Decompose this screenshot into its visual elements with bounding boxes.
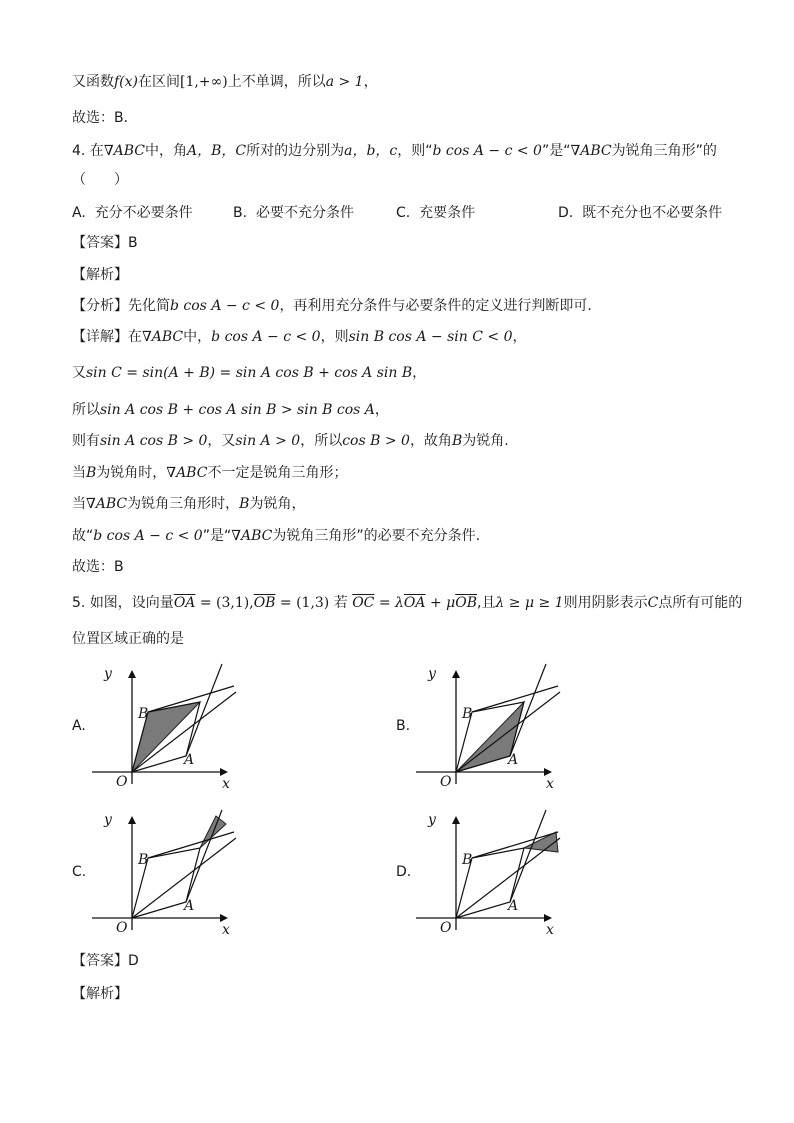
- analysis-4-ineq: 所以sin A cos B + cos A sin B > sin B cos A，: [72, 402, 389, 418]
- point-b-label: B: [138, 706, 149, 722]
- x-axis-arrow: [220, 768, 228, 776]
- origin-label: O: [116, 920, 128, 936]
- y-axis-label: y: [104, 812, 112, 828]
- analysis-4-summary: 【分析】先化简b cos A − c < 0，再利用充分条件与必要条件的定义进行判断即可.: [72, 298, 592, 314]
- point-b-label: B: [462, 852, 473, 868]
- line-bp-extended: [148, 832, 234, 858]
- analysis-4-case1: 当B为锐角时，∇ABC不一定是锐角三角形；: [72, 465, 348, 481]
- question-4-paren: （ ）: [72, 172, 128, 188]
- question-4: 4. 在∇ABC中，角A，B，C所对的边分别为a，b，c，则“b cos A − c < 0”是“∇ABC为锐角三角形”的: [72, 143, 717, 159]
- point-a-label: A: [184, 752, 195, 768]
- answer-5: 【答案】D: [72, 953, 139, 969]
- analysis-5-heading: 【解析】: [72, 986, 128, 1002]
- option-d: D. 既不充分也不必要条件: [558, 205, 723, 221]
- x-axis-label: x: [222, 776, 230, 792]
- figure-b-label: B.: [396, 718, 411, 734]
- analysis-4-choose: 故选：B: [72, 559, 124, 575]
- y-axis-label: y: [104, 666, 112, 682]
- x-axis-label: x: [222, 922, 230, 938]
- option-b: B. 必要不充分条件: [233, 205, 354, 221]
- option-a: A. 充分不必要条件: [72, 205, 193, 221]
- y-axis-arrow: [128, 816, 136, 824]
- x-axis-arrow: [544, 768, 552, 776]
- origin-label: O: [440, 774, 452, 790]
- y-axis-arrow: [452, 816, 460, 824]
- origin-label: O: [440, 920, 452, 936]
- analysis-4-sinC: 又sin C = sin(A + B) = sin A cos B + cos A sin B，: [72, 365, 427, 381]
- line-ap-extended: [186, 810, 222, 902]
- line-choose-b-prev: 故选：B．: [72, 110, 138, 126]
- figure-d-label: D.: [396, 864, 412, 880]
- origin-label: O: [116, 774, 128, 790]
- analysis-4-conclusion: 故“b cos A − c < 0”是“∇ABC为锐角三角形”的必要不充分条件.: [72, 528, 481, 544]
- y-axis-arrow: [452, 670, 460, 678]
- y-axis-label: y: [428, 812, 436, 828]
- analysis-4-detail: 【详解】在∇ABC中，b cos A − c < 0，则sin B cos A − sin C < 0，: [72, 329, 527, 345]
- figure-a: [80, 660, 250, 800]
- answer-4: 【答案】B: [72, 235, 138, 251]
- y-axis-label: y: [428, 666, 436, 682]
- x-axis-label: x: [546, 776, 554, 792]
- option-c: C. 充要条件: [396, 205, 476, 221]
- point-b-label: B: [462, 706, 473, 722]
- figure-a-label: A.: [72, 718, 86, 734]
- point-a-label: A: [508, 898, 519, 914]
- line-monotone: 又函数f(x)在区间[1,+∞)上不单调，所以a > 1，: [72, 74, 378, 90]
- line-bp-extended: [472, 686, 558, 712]
- line-ap-extended: [510, 810, 546, 902]
- question-5-line2: 位置区域正确的是: [72, 631, 184, 647]
- analysis-4-heading: 【解析】: [72, 267, 128, 283]
- figure-c-label: C.: [72, 864, 87, 880]
- analysis-4-cosB: 则有sin A cos B > 0，又sin A > 0，所以cos B > 0，故角B为锐角.: [72, 433, 509, 449]
- x-axis-arrow: [544, 914, 552, 922]
- analysis-4-case2: 当∇ABC为锐角三角形时，B为锐角，: [72, 496, 306, 512]
- x-axis-arrow: [220, 914, 228, 922]
- line-ap-extended: [510, 664, 546, 756]
- y-axis-arrow: [128, 670, 136, 678]
- point-a-label: A: [508, 752, 519, 768]
- figure-b: [404, 660, 574, 800]
- point-b-label: B: [138, 852, 149, 868]
- point-a-label: A: [184, 898, 195, 914]
- x-axis-label: x: [546, 922, 554, 938]
- figure-d: [404, 806, 574, 946]
- figure-c: [80, 806, 250, 946]
- question-5: 5. 如图，设向量$\overline{OA} = (3,1),\overline{OB} = (1,3)$ 若 $\overline{OC} = \lambda\overline{OA} + \mu\overline{OB}$,且λ ≥ μ ≥ 1则用阴影表示C点所有可能的: [72, 595, 743, 611]
- shaded-region: [524, 832, 558, 852]
